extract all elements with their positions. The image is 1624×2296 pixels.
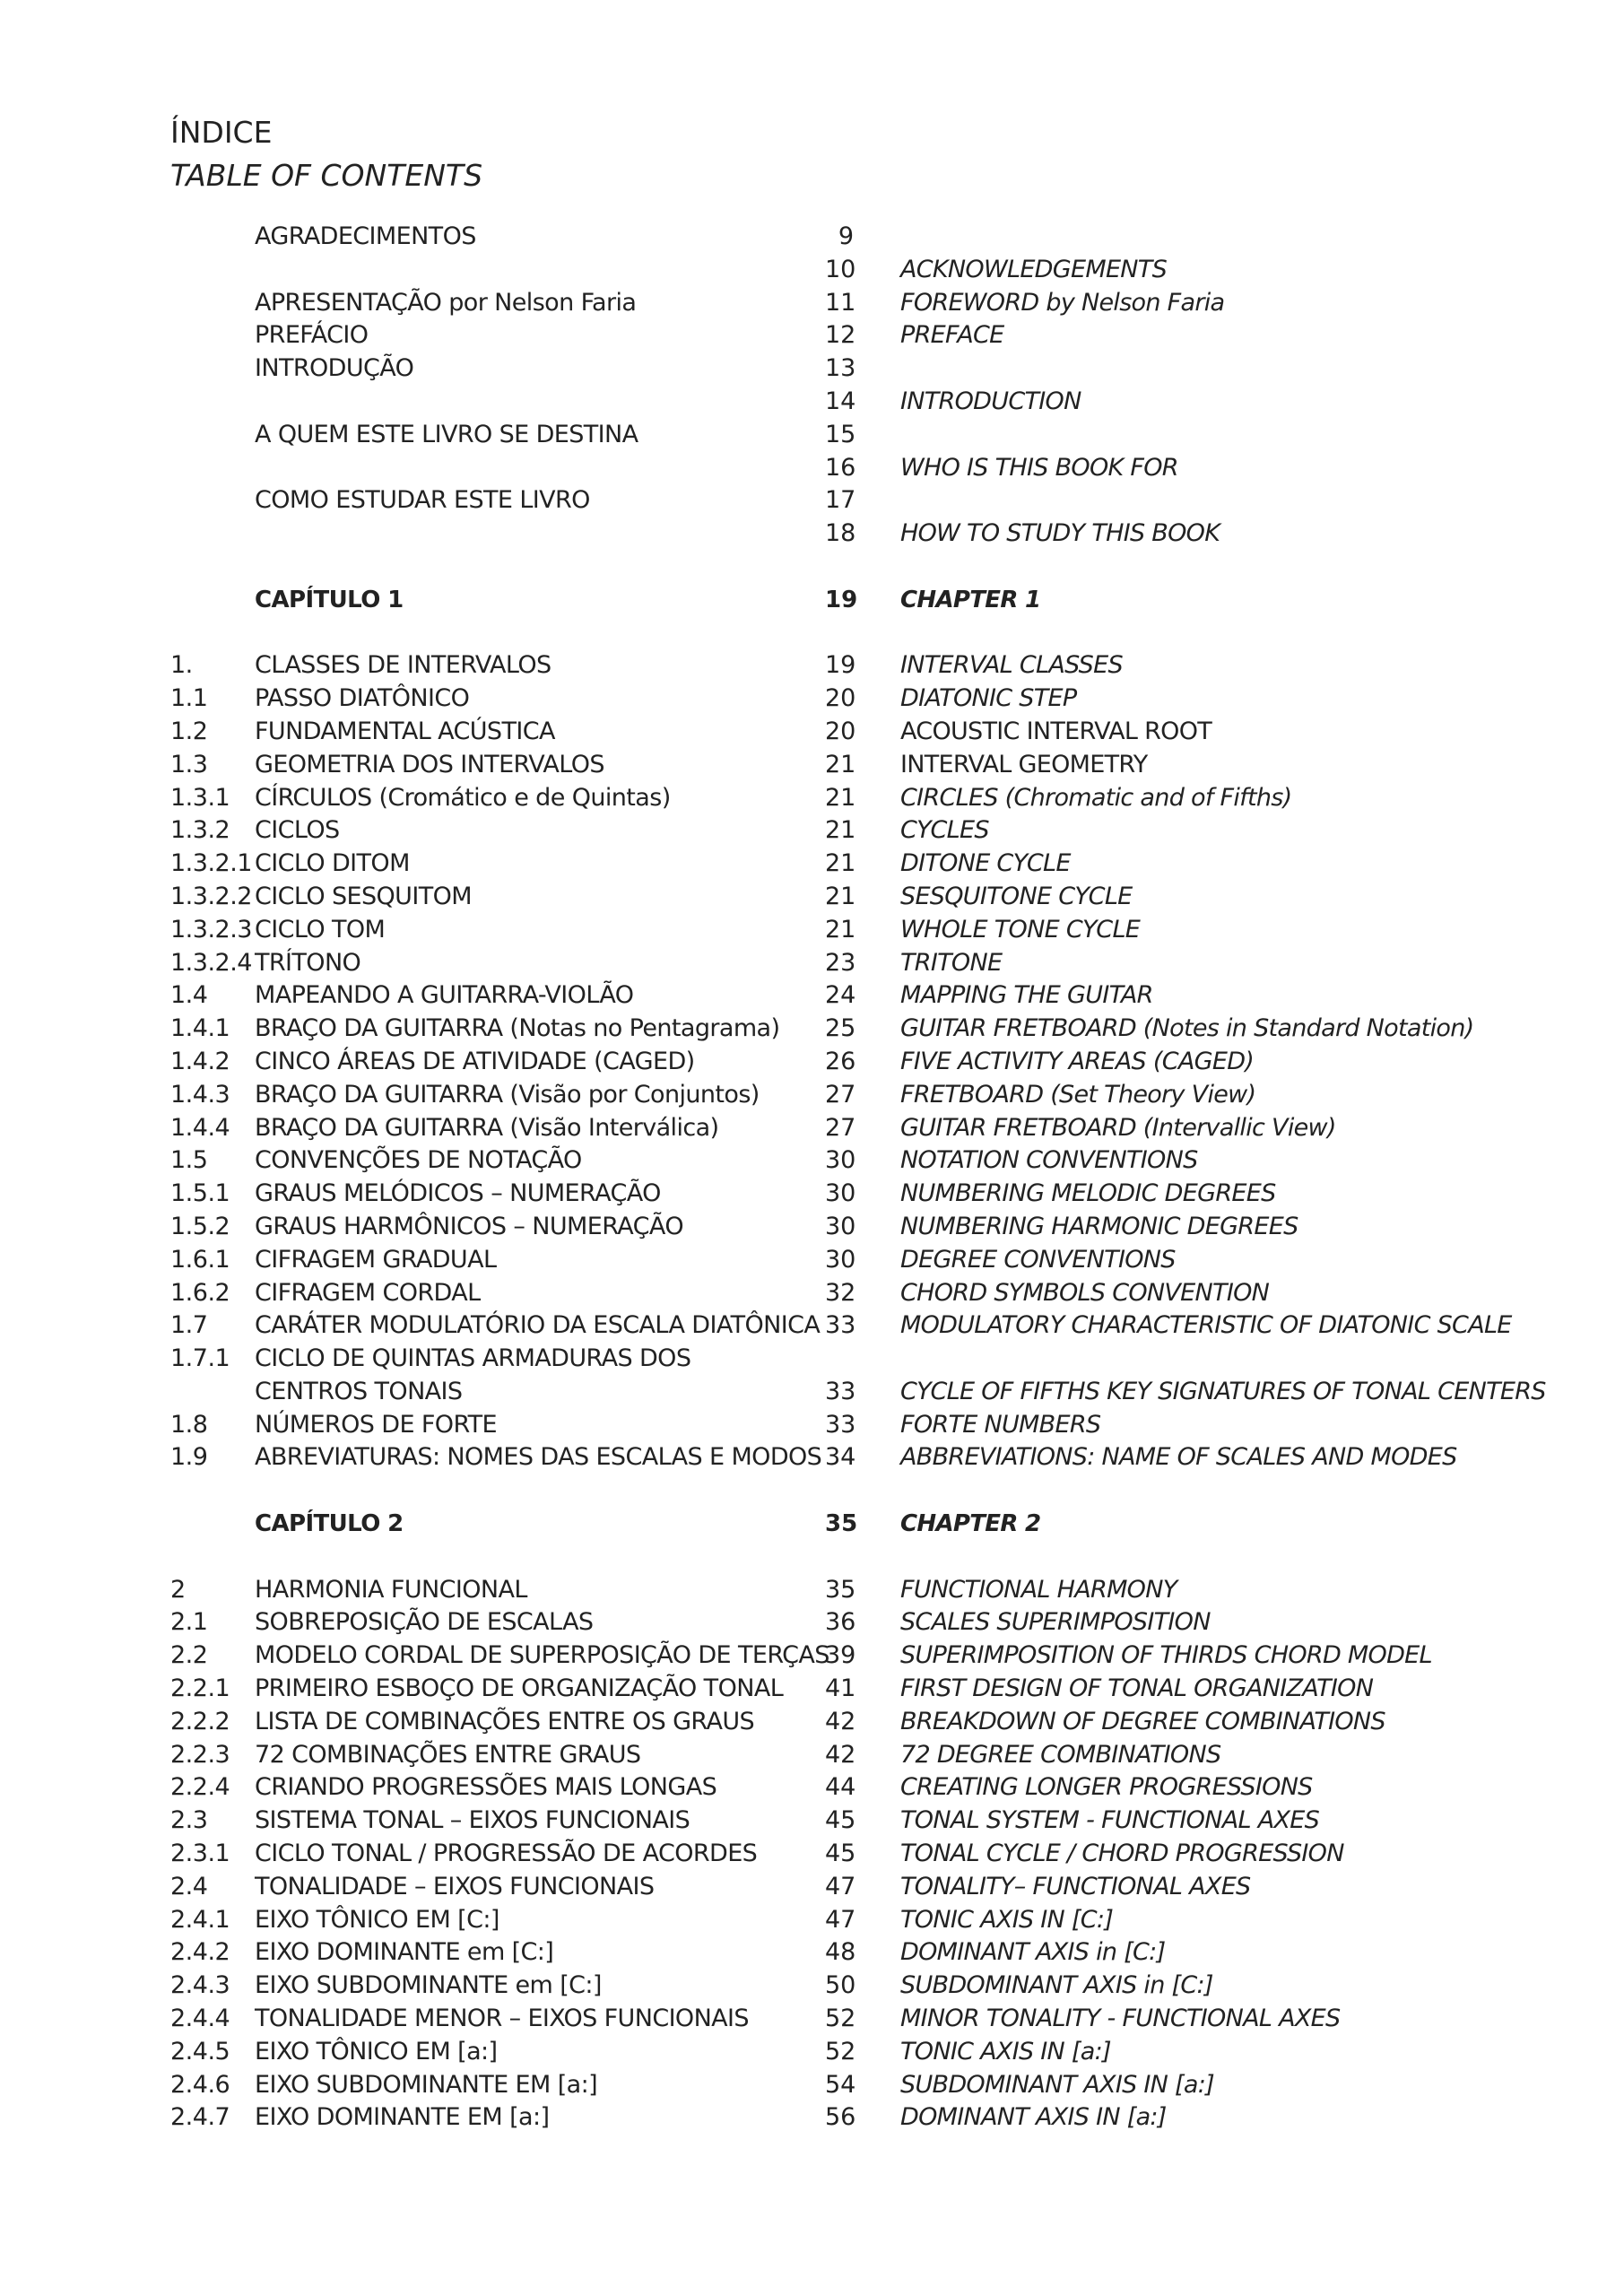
toc-entry-number: 2.2.4 [170, 1773, 230, 1802]
toc-title-english: TABLE OF CONTENTS [170, 158, 483, 193]
toc-entry-title-en: FRETBOARD (Set Theory View) [900, 1080, 1256, 1109]
toc-entry-title-pt: AGRADECIMENTOS [255, 222, 476, 250]
toc-entry-number: 2.4.7 [170, 2103, 230, 2132]
toc-entry [0, 1309, 1624, 1343]
toc-entry-title-pt: CICLO SESQUITOM [255, 882, 472, 910]
toc-entry-number: 2.2 [170, 1641, 208, 1670]
toc-entry-title-en: SCALES SUPERIMPOSITION [900, 1608, 1211, 1637]
toc-entry-page: 21 [825, 849, 856, 878]
toc-entry-page: 33 [825, 1311, 856, 1340]
toc-entry-title-en: DIATONIC STEP [900, 684, 1077, 713]
toc-entry-number: 1.7.1 [170, 1344, 230, 1373]
toc-entry-title-pt: BRAÇO DA GUITARRA (Visão Interválica) [255, 1113, 719, 1142]
toc-entry-title-pt: A QUEM ESTE LIVRO SE DESTINA [255, 420, 638, 448]
toc-chapter-heading [0, 1508, 1624, 1541]
toc-entry-title-en: ABBREVIATIONS: NAME OF SCALES AND MODES [900, 1443, 1457, 1472]
toc-entry-title-en: CHAPTER 2 [900, 1510, 1041, 1538]
toc-entry-page: 39 [825, 1641, 856, 1670]
toc-entry-title-pt: COMO ESTUDAR ESTE LIVRO [255, 486, 590, 515]
toc-entry-title-en: PREFACE [900, 321, 1004, 350]
toc-entry-number: 1.3.2.3 [170, 915, 252, 944]
toc-entry-title-pt: EIXO DOMINANTE em [C:] [255, 1938, 554, 1967]
toc-entry [0, 1013, 1624, 1046]
toc-entry-page: 21 [825, 882, 856, 910]
toc-entry-title-en: TONAL SYSTEM - FUNCTIONAL AXES [900, 1806, 1320, 1835]
toc-entry-page: 14 [825, 387, 856, 415]
toc-entry-title-en: SUPERIMPOSITION OF THIRDS CHORD MODEL [900, 1641, 1432, 1670]
toc-entry-page: 11 [825, 288, 856, 317]
toc-entry [0, 1606, 1624, 1639]
toc-entry-page: 16 [825, 453, 856, 482]
toc-entry [0, 2069, 1624, 2102]
toc-entry-page: 47 [825, 1872, 856, 1900]
toc-spacer [0, 1474, 1624, 1508]
toc-entry-title-pt: PASSO DIATÔNICO [255, 684, 470, 713]
toc-entry-title-pt: SISTEMA TONAL – EIXOS FUNCIONAIS [255, 1806, 690, 1835]
toc-entry-number: 1.6.1 [170, 1245, 230, 1274]
toc-entry-title-pt: BRAÇO DA GUITARRA (Notas no Pentagrama) [255, 1014, 780, 1043]
toc-entry [0, 1739, 1624, 1772]
toc-entry-page: 54 [825, 2070, 856, 2099]
toc-entry-title-en: GUITAR FRETBOARD (Intervallic View) [900, 1113, 1336, 1142]
toc-entry [0, 1244, 1624, 1277]
toc-entry-title-pt: 72 COMBINAÇÕES ENTRE GRAUS [255, 1740, 641, 1769]
toc-entry-title-en: NOTATION CONVENTIONS [900, 1146, 1198, 1175]
toc-entry-title-pt: CIFRAGEM GRADUAL [255, 1245, 497, 1274]
toc-entry-page: 27 [825, 1080, 856, 1109]
toc-title-portuguese: ÍNDICE [170, 115, 273, 150]
toc-entry-page: 30 [825, 1245, 856, 1274]
toc-entry [0, 254, 1624, 287]
toc-entry [0, 1574, 1624, 1607]
toc-entry-title-pt: CINCO ÁREAS DE ATIVIDADE (CAGED) [255, 1047, 695, 1075]
toc-entry [0, 782, 1624, 815]
toc-entry-page: 44 [825, 1773, 856, 1802]
toc-entry-page: 18 [825, 519, 856, 548]
toc-entry-page: 47 [825, 1905, 856, 1934]
toc-entry-title-pt: FUNDAMENTAL ACÚSTICA [255, 717, 555, 745]
toc-entry-title-pt: NÚMEROS DE FORTE [255, 1410, 498, 1439]
toc-entry-page: 27 [825, 1113, 856, 1142]
toc-entry-page: 42 [825, 1707, 856, 1735]
toc-entry-number: 1.4.1 [170, 1014, 230, 1043]
toc-entry-title-en: SUBDOMINANT AXIS in [C:] [900, 1971, 1213, 2000]
toc-entry-number: 1.3.2 [170, 816, 230, 845]
toc-entry-title-en: CYCLES [900, 816, 989, 845]
toc-entry-title-en: FOREWORD by Nelson Faria [900, 288, 1225, 317]
toc-entry-number: 1. [170, 651, 193, 680]
toc-entry [0, 2036, 1624, 2069]
toc-entry-title-pt: PREFÁCIO [255, 321, 369, 350]
toc-entry-page: 9 [838, 222, 854, 250]
toc-entry-page: 23 [825, 948, 856, 977]
toc-entry-page: 15 [825, 420, 856, 448]
toc-entry-title-pt: APRESENTAÇÃO por Nelson Faria [255, 288, 637, 317]
table-of-contents [0, 221, 1624, 2135]
toc-entry-title-pt: CONVENÇÕES DE NOTAÇÃO [255, 1146, 582, 1175]
toc-entry-title-pt: CAPÍTULO 2 [255, 1510, 404, 1538]
toc-entry-title-en: TRITONE [900, 948, 1003, 977]
toc-entry-title-en: INTRODUCTION [900, 387, 1081, 415]
toc-entry-title-en: 72 DEGREE COMBINATIONS [900, 1740, 1221, 1769]
toc-entry-page: 25 [825, 1014, 856, 1043]
toc-entry-title-en: INTERVAL GEOMETRY [900, 750, 1148, 778]
toc-entry-number: 2.2.3 [170, 1740, 230, 1769]
toc-entry-number: 2.1 [170, 1608, 208, 1637]
toc-entry-page: 19 [825, 586, 858, 613]
toc-entry-title-pt: CAPÍTULO 1 [255, 586, 404, 613]
toc-entry [0, 848, 1624, 881]
toc-entry-page: 20 [825, 684, 856, 713]
toc-entry-title-pt: MAPEANDO A GUITARRA-VIOLÃO [255, 981, 634, 1010]
toc-entry-title-en: CREATING LONGER PROGRESSIONS [900, 1773, 1313, 1802]
toc-entry-title-en: NUMBERING HARMONIC DEGREES [900, 1212, 1298, 1240]
toc-entry-title-pt: CICLO TOM [255, 915, 386, 944]
toc-entry [0, 947, 1624, 980]
toc-entry-title-en: SUBDOMINANT AXIS IN [a:] [900, 2070, 1214, 2099]
toc-entry-title-pt: CICLO TONAL / PROGRESSÃO DE ACORDES [255, 1839, 758, 1868]
toc-entry-number: 2.4.2 [170, 1938, 230, 1967]
toc-entry-title-pt: CICLO DITOM [255, 849, 410, 878]
toc-entry-number: 1.3.2.2 [170, 882, 252, 910]
toc-spacer [0, 551, 1624, 584]
toc-entry [0, 1771, 1624, 1805]
toc-entry-title-pt: CRIANDO PROGRESSÕES MAIS LONGAS [255, 1773, 717, 1802]
toc-entry-page: 21 [825, 783, 856, 812]
toc-entry-title-en: FIVE ACTIVITY AREAS (CAGED) [900, 1047, 1255, 1075]
toc-entry-title-pt: GRAUS MELÓDICOS – NUMERAÇÃO [255, 1179, 661, 1208]
toc-entry-title-en: CIRCLES (Chromatic and of Fifths) [900, 783, 1292, 812]
toc-entry-title-en: MAPPING THE GUITAR [900, 981, 1153, 1010]
toc-entry-title-en: MODULATORY CHARACTERISTIC OF DIATONIC SCALE [900, 1311, 1512, 1340]
toc-entry-title-pt: INTRODUÇÃO [255, 354, 414, 383]
toc-entry-page: 24 [825, 981, 856, 1010]
toc-entry [0, 1838, 1624, 1871]
toc-spacer [0, 1541, 1624, 1574]
toc-entry-number: 1.3 [170, 750, 208, 778]
toc-entry-page: 30 [825, 1212, 856, 1240]
toc-entry-page: 35 [825, 1575, 856, 1604]
toc-entry-page: 32 [825, 1278, 856, 1307]
toc-entry-number: 1.4 [170, 981, 208, 1010]
toc-entry-page: 30 [825, 1146, 856, 1175]
toc-entry-title-en: SESQUITONE CYCLE [900, 882, 1133, 910]
toc-entry-title-en: DEGREE CONVENTIONS [900, 1245, 1176, 1274]
toc-entry [0, 1441, 1624, 1474]
toc-entry-number: 1.4.3 [170, 1080, 230, 1109]
toc-entry-title-pt: HARMONIA FUNCIONAL [255, 1575, 527, 1604]
toc-entry-title-en: CHAPTER 1 [900, 586, 1041, 613]
toc-entry-page: 21 [825, 915, 856, 944]
toc-entry-number: 2.2.2 [170, 1707, 230, 1735]
toc-entry-title-en: ACKNOWLEDGEMENTS [900, 255, 1168, 283]
toc-entry-number: 1.5.1 [170, 1179, 230, 1208]
toc-entry-number: 1.6.2 [170, 1278, 230, 1307]
toc-entry-title-en: TONIC AXIS IN [a:] [900, 2037, 1111, 2066]
toc-entry-title-pt: GEOMETRIA DOS INTERVALOS [255, 750, 604, 778]
toc-entry-number: 1.4.4 [170, 1113, 230, 1142]
toc-entry [0, 2003, 1624, 2036]
toc-entry [0, 419, 1624, 452]
toc-entry-page: 33 [825, 1410, 856, 1439]
toc-entry [0, 1904, 1624, 1937]
toc-entry-page: 45 [825, 1839, 856, 1868]
toc-entry-number: 1.7 [170, 1311, 208, 1340]
toc-entry [0, 649, 1624, 683]
toc-entry [0, 352, 1624, 386]
toc-entry [0, 1871, 1624, 1904]
toc-entry-title-en: TONAL CYCLE / CHORD PROGRESSION [900, 1839, 1344, 1868]
toc-entry-page: 36 [825, 1608, 856, 1637]
toc-entry-number: 2.4.5 [170, 2037, 230, 2066]
toc-entry-title-pt: EIXO SUBDOMINANTE em [C:] [255, 1971, 602, 2000]
toc-entry-page: 20 [825, 717, 856, 745]
toc-entry-title-en: HOW TO STUDY THIS BOOK [900, 519, 1220, 548]
toc-entry-title-pt: CÍRCULOS (Cromático e de Quintas) [255, 783, 671, 812]
toc-entry-page: 13 [825, 354, 856, 383]
toc-entry-page: 52 [825, 2005, 856, 2033]
toc-entry-page: 56 [825, 2103, 856, 2132]
toc-entry-page: 17 [825, 486, 856, 515]
toc-entry [0, 914, 1624, 947]
toc-entry-title-pt: TONALIDADE – EIXOS FUNCIONAIS [255, 1872, 655, 1900]
toc-entry-page: 52 [825, 2037, 856, 2066]
toc-entry-title-en: FORTE NUMBERS [900, 1410, 1101, 1439]
toc-entry-title-en: BREAKDOWN OF DEGREE COMBINATIONS [900, 1707, 1385, 1735]
toc-entry [0, 881, 1624, 914]
toc-entry-title-pt: GRAUS HARMÔNICOS – NUMERAÇÃO [255, 1212, 683, 1240]
toc-entry-number: 1.9 [170, 1443, 208, 1472]
toc-entry-title-en: WHO IS THIS BOOK FOR [900, 453, 1178, 482]
toc-entry-number: 2.4.4 [170, 2005, 230, 2033]
toc-entry-page: 30 [825, 1179, 856, 1208]
toc-entry-title-en: FUNCTIONAL HARMONY [900, 1575, 1177, 1604]
toc-spacer [0, 617, 1624, 650]
toc-entry-number: 1.8 [170, 1410, 208, 1439]
toc-entry-title-pt: EIXO DOMINANTE EM [a:] [255, 2103, 550, 2132]
toc-entry [0, 287, 1624, 320]
toc-entry-title-pt: CIFRAGEM CORDAL [255, 1278, 481, 1307]
toc-entry-number: 1.2 [170, 717, 208, 745]
toc-entry-number: 2.4.1 [170, 1905, 230, 1934]
toc-entry-number: 1.5 [170, 1146, 208, 1175]
toc-entry-page: 21 [825, 750, 856, 778]
toc-entry [0, 683, 1624, 716]
toc-entry-title-pt: CLASSES DE INTERVALOS [255, 651, 551, 680]
toc-entry-title-en: DOMINANT AXIS in [C:] [900, 1938, 1166, 1967]
toc-entry [0, 1277, 1624, 1310]
toc-entry [0, 1211, 1624, 1244]
toc-entry [0, 1673, 1624, 1706]
toc-chapter-heading [0, 584, 1624, 617]
toc-entry-page: 41 [825, 1674, 856, 1703]
toc-entry-number: 1.3.1 [170, 783, 230, 812]
toc-entry-title-pt: SOBREPOSIÇÃO DE ESCALAS [255, 1608, 594, 1637]
toc-entry-number: 2.4 [170, 1872, 208, 1900]
toc-entry [0, 979, 1624, 1013]
toc-entry [0, 386, 1624, 419]
toc-entry-title-pt: TRÍTONO [255, 948, 361, 977]
toc-entry-page: 35 [825, 1510, 858, 1538]
toc-entry-title-en: INTERVAL CLASSES [900, 651, 1123, 680]
toc-entry-title-pt: LISTA DE COMBINAÇÕES ENTRE OS GRAUS [255, 1707, 755, 1735]
toc-entry-number: 2.3.1 [170, 1839, 230, 1868]
toc-entry-title-en: DOMINANT AXIS IN [a:] [900, 2103, 1167, 2132]
toc-entry [0, 1805, 1624, 1838]
toc-entry-title-en: NUMBERING MELODIC DEGREES [900, 1179, 1276, 1208]
toc-entry-number: 1.5.2 [170, 1212, 230, 1240]
toc-entry-page: 42 [825, 1740, 856, 1769]
toc-entry-page: 19 [825, 651, 856, 680]
toc-entry [0, 484, 1624, 517]
toc-entry-page: 26 [825, 1047, 856, 1075]
toc-entry-page: 10 [825, 255, 856, 283]
toc-entry-title-en: CHORD SYMBOLS CONVENTION [900, 1278, 1270, 1307]
toc-entry-title-en: CYCLE OF FIFTHS KEY SIGNATURES OF TONAL CENTERS [900, 1377, 1546, 1405]
toc-entry [0, 1970, 1624, 2003]
toc-entry [0, 1178, 1624, 1211]
toc-entry-number: 1.1 [170, 684, 208, 713]
toc-entry [0, 517, 1624, 551]
toc-entry-title-pt: MODELO CORDAL DE SUPERPOSIÇÃO DE TERÇAS [255, 1641, 829, 1670]
toc-entry [0, 716, 1624, 749]
toc-entry [0, 452, 1624, 485]
toc-entry-title-pt: TONALIDADE MENOR – EIXOS FUNCIONAIS [255, 2005, 749, 2033]
toc-entry-title-pt: EIXO TÔNICO EM [C:] [255, 1905, 499, 1934]
toc-entry-page: 50 [825, 1971, 856, 2000]
toc-entry-title-pt: CICLOS [255, 816, 340, 845]
toc-entry [0, 1343, 1624, 1409]
toc-entry-page: 21 [825, 816, 856, 845]
toc-entry-page: 48 [825, 1938, 856, 1967]
toc-entry [0, 1144, 1624, 1178]
toc-entry-page: 34 [825, 1443, 856, 1472]
toc-entry [0, 1046, 1624, 1079]
toc-entry [0, 1409, 1624, 1442]
toc-entry [0, 1112, 1624, 1145]
toc-entry-number: 1.4.2 [170, 1047, 230, 1075]
toc-entry [0, 1936, 1624, 1970]
toc-entry [0, 749, 1624, 782]
toc-entry-title-pt: CARÁTER MODULATÓRIO DA ESCALA DIATÔNICA [255, 1311, 821, 1340]
toc-entry-title-en: DITONE CYCLE [900, 849, 1071, 878]
toc-entry-page: 45 [825, 1806, 856, 1835]
toc-entry-title-en: MINOR TONALITY - FUNCTIONAL AXES [900, 2005, 1341, 2033]
toc-entry-title-pt: ABREVIATURAS: NOMES DAS ESCALAS E MODOS [255, 1443, 822, 1472]
toc-entry-title-en: WHOLE TONE CYCLE [900, 915, 1141, 944]
toc-entry-title-pt: BRAÇO DA GUITARRA (Visão por Conjuntos) [255, 1080, 760, 1109]
toc-entry [0, 319, 1624, 352]
toc-entry [0, 2101, 1624, 2135]
toc-entry [0, 221, 1624, 254]
toc-entry-number: 2.4.3 [170, 1971, 230, 2000]
toc-entry-title-pt: PRIMEIRO ESBOÇO DE ORGANIZAÇÃO TONAL [255, 1674, 784, 1703]
toc-entry-title-pt: EIXO SUBDOMINANTE EM [a:] [255, 2070, 597, 2099]
toc-entry-title-en: TONIC AXIS IN [C:] [900, 1905, 1114, 1934]
toc-entry-number: 2.3 [170, 1806, 208, 1835]
toc-entry [0, 1706, 1624, 1739]
toc-entry-title-pt: CICLO DE QUINTAS ARMADURAS DOS CENTROS TONAIS [255, 1344, 691, 1405]
toc-entry-number: 2 [170, 1575, 186, 1604]
toc-entry-page: 33 [825, 1377, 856, 1405]
toc-entry-title-en: GUITAR FRETBOARD (Notes in Standard Notation) [900, 1014, 1474, 1043]
toc-entry-title-en: ACOUSTIC INTERVAL ROOT [900, 717, 1212, 745]
toc-entry-title-pt: EIXO TÔNICO EM [a:] [255, 2037, 498, 2066]
toc-entry-title-en: FIRST DESIGN OF TONAL ORGANIZATION [900, 1674, 1374, 1703]
toc-entry-page: 12 [825, 321, 856, 350]
toc-entry [0, 814, 1624, 848]
toc-entry-number: 2.4.6 [170, 2070, 230, 2099]
toc-entry-title-en: TONALITY– FUNCTIONAL AXES [900, 1872, 1251, 1900]
toc-entry-number: 2.2.1 [170, 1674, 230, 1703]
toc-entry-number: 1.3.2.1 [170, 849, 252, 878]
toc-entry-number: 1.3.2.4 [170, 948, 252, 977]
toc-entry [0, 1639, 1624, 1673]
toc-entry [0, 1079, 1624, 1112]
